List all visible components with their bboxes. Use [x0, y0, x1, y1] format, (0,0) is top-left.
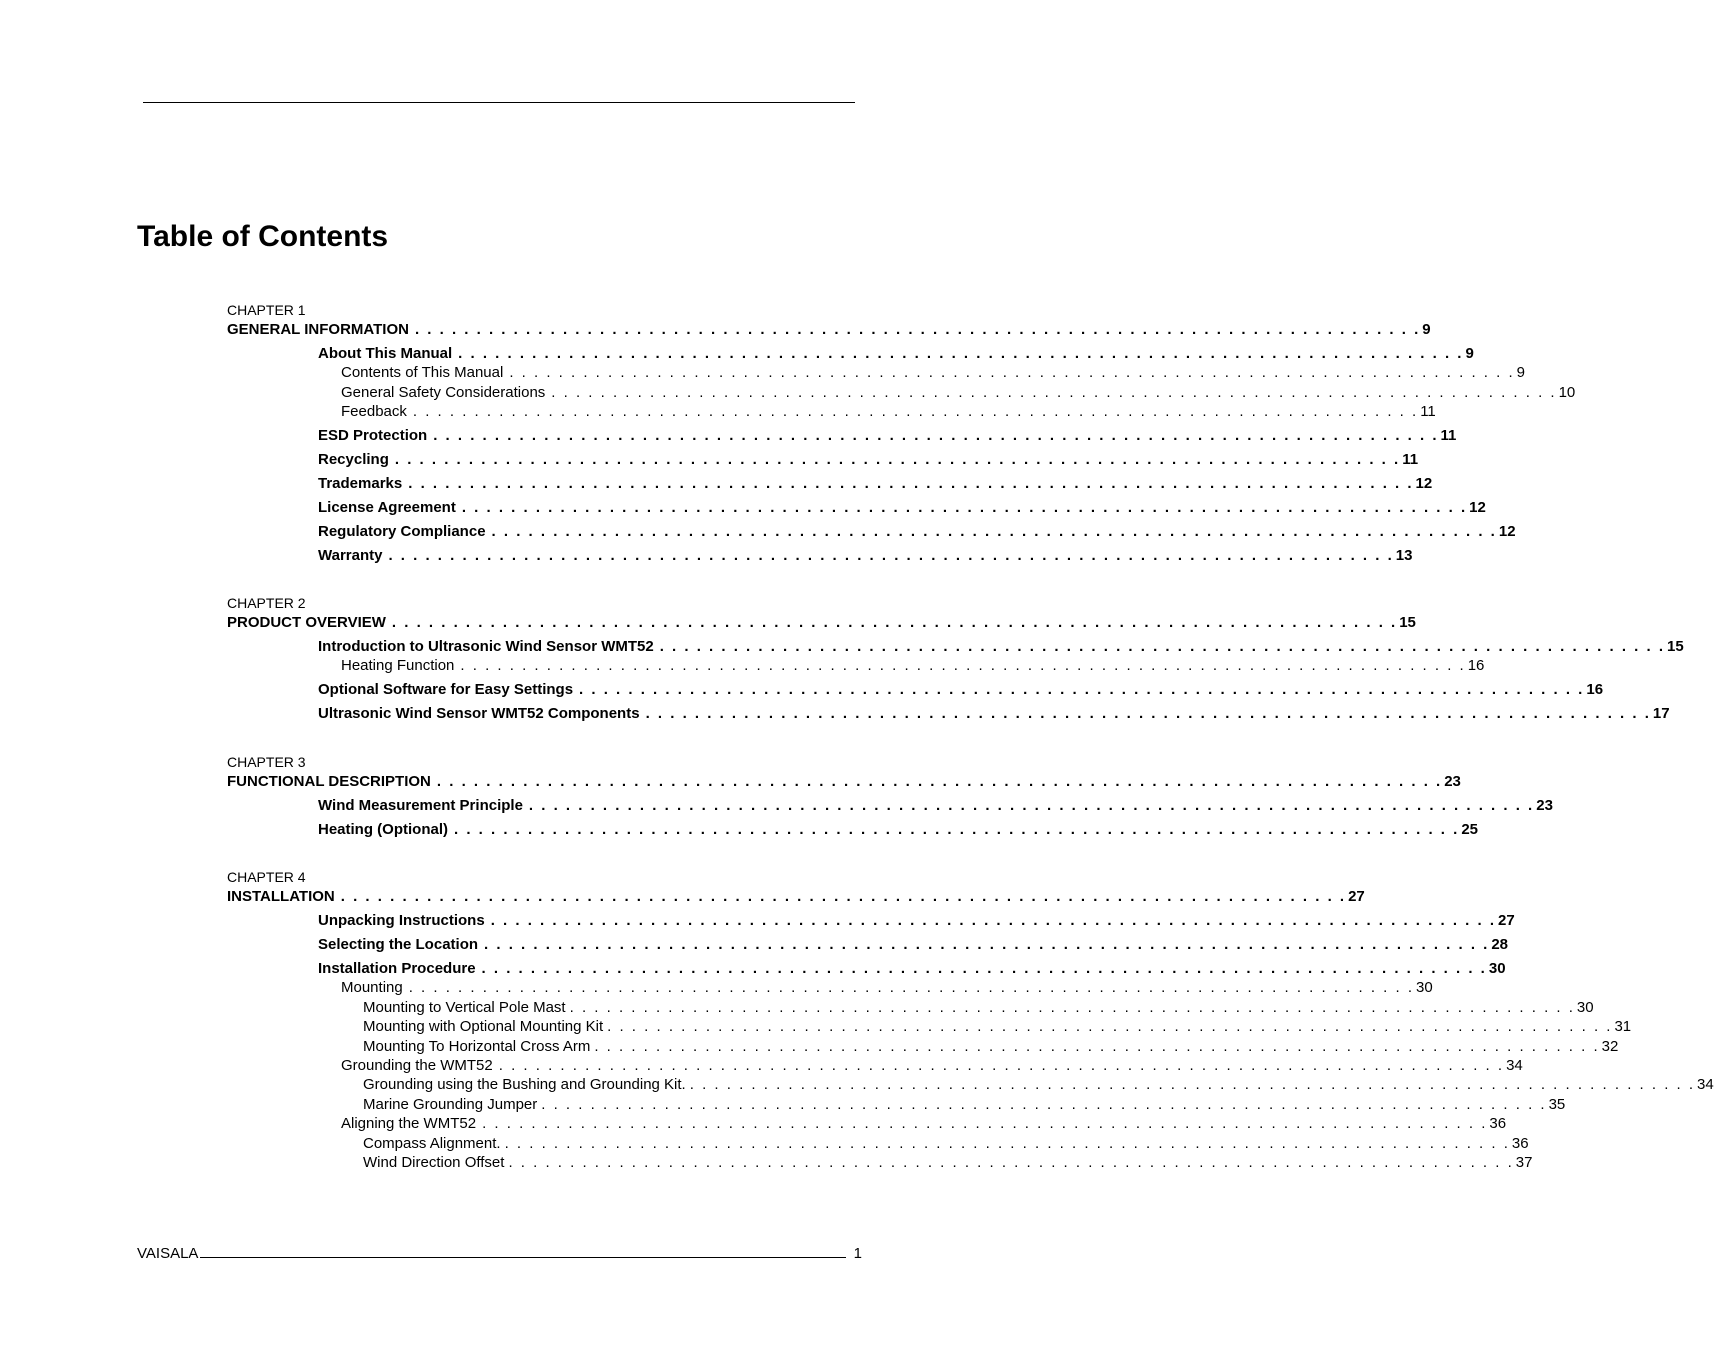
footer-rule: [200, 1243, 845, 1258]
subsubsection-entry[interactable]: [363, 1095, 1566, 1113]
subsection-entry[interactable]: [341, 979, 1433, 997]
dot-leader: . . . . . . . . . . . . . . . . . . . . . . . . . . . . . . . . . . . . . . . . . . . . . . . . . . . . . . . . . . . . . . . . . . . . . . . . . . . . . . . . . .: [504, 1134, 1510, 1152]
subsubsection-entry[interactable]: [363, 998, 1594, 1016]
toc-entry-page: 35: [1548, 1095, 1566, 1113]
toc-entry-page: 31: [1614, 1018, 1632, 1036]
toc-entry-page: 15: [1399, 614, 1416, 631]
dot-leader: . . . . . . . . . . . . . . . . . . . . . . . . . . . . . . . . . . . . . . . . . . . . . . . . . . . . . . . . . . . . . . . . . . . . . . . . . . . . . . . . . .: [482, 1115, 1488, 1133]
toc-entry-title: FUNCTIONAL DESCRIPTION: [227, 773, 431, 790]
toc-entry-title: Trademarks: [318, 475, 403, 493]
section-entry[interactable]: [318, 960, 1506, 977]
section-entry[interactable]: [318, 912, 1515, 929]
section-entry[interactable]: [318, 547, 1413, 565]
subsubsection-entry[interactable]: [363, 1076, 1714, 1094]
page-title: Table of Contents: [137, 220, 389, 253]
dot-leader: . . . . . . . . . . . . . . . . . . . . . . . . . . . . . . . . . . . . . . . . . . . . . . . . . . . . . . . . . . . . . . . . . . . . . . . . . . . . . . . . . .: [433, 427, 1439, 445]
toc-entry-title: Grounding using the Bushing and Grounding Kit.: [363, 1076, 686, 1094]
toc-entry-page: 16: [1586, 681, 1604, 699]
toc-entry-title: Mounting with Optional Mounting Kit: [363, 1018, 604, 1036]
toc-entry-page: 37: [1515, 1154, 1533, 1171]
subsubsection-entry[interactable]: [363, 1018, 1632, 1036]
toc-entry-title: Introduction to Ultrasonic Wind Sensor WMT52: [318, 638, 654, 655]
toc-entry-page: 9: [1516, 364, 1525, 382]
subsubsection-entry[interactable]: [363, 1134, 1529, 1152]
toc-entry-title: INSTALLATION: [227, 888, 335, 905]
dot-leader: . . . . . . . . . . . . . . . . . . . . . . . . . . . . . . . . . . . . . . . . . . . . . . . . . . . . . . . . . . . . . . . . . . . . . . . . . . . . . . . . . .: [491, 523, 1497, 541]
dot-leader: . . . . . . . . . . . . . . . . . . . . . . . . . . . . . . . . . . . . . . . . . . . . . . . . . . . . . . . . . . . . . . . . . . . . . . . . . . . . . . . . . .: [607, 1018, 1613, 1036]
dot-leader: . . . . . . . . . . . . . . . . . . . . . . . . . . . . . . . . . . . . . . . . . . . . . . . . . . . . . . . . . . . . . . . . . . . . . . . . . . . . . . . . . .: [436, 773, 1443, 790]
toc-entry-title: Mounting To Horizontal Cross Arm: [363, 1037, 591, 1055]
dot-leader: . . . . . . . . . . . . . . . . . . . . . . . . . . . . . . . . . . . . . . . . . . . . . . . . . . . . . . . . . . . . . . . . . . . . . . . . . . . . . . . . . .: [579, 681, 1585, 699]
toc-entry-title: Selecting the Location: [318, 936, 479, 953]
section-entry[interactable]: [318, 451, 1419, 469]
toc-entry-title: Heating Function: [341, 657, 455, 675]
dot-leader: . . . . . . . . . . . . . . . . . . . . . . . . . . . . . . . . . . . . . . . . . . . . . . . . . . . . . . . . . . . . . . . . . . . . . . . . . . . . . . . . . .: [414, 321, 1421, 338]
dot-leader: . . . . . . . . . . . . . . . . . . . . . . . . . . . . . . . . . . . . . . . . . . . . . . . . . . . . . . . . . . . . . . . . . . . . . . . . . . . . . . . . . .: [498, 1057, 1505, 1074]
toc-entry-title: Ultrasonic Wind Sensor WMT52 Components: [318, 705, 640, 723]
toc-entry-title: PRODUCT OVERVIEW: [227, 614, 386, 631]
toc-entry-page: 23: [1444, 773, 1461, 790]
dot-leader: . . . . . . . . . . . . . . . . . . . . . . . . . . . . . . . . . . . . . . . . . . . . . . . . . . . . . . . . . . . . . . . . . . . . . . . . . . . . . . . . . .: [412, 403, 1419, 421]
toc-entry-page: 27: [1498, 912, 1515, 929]
section-entry[interactable]: [318, 475, 1433, 493]
subsubsection-entry[interactable]: [363, 1154, 1533, 1171]
dot-leader: . . . . . . . . . . . . . . . . . . . . . . . . . . . . . . . . . . . . . . . . . . . . . . . . . . . . . . . . . . . . . . . . . . . . . . . . . . . . . . . . . .: [551, 383, 1557, 401]
dot-leader: . . . . . . . . . . . . . . . . . . . . . . . . . . . . . . . . . . . . . . . . . . . . . . . . . . . . . . . . . . . . . . . . . . . . . . . . . . . . . . . . . .: [481, 960, 1487, 977]
page-number: 1: [853, 1245, 862, 1262]
dot-leader: . . . . . . . . . . . . . . . . . . . . . . . . . . . . . . . . . . . . . . . . . . . . . . . . . . . . . . . . . . . . . . . . . . . . . . . . . . . . . . . . . .: [508, 1154, 1514, 1171]
subsection-entry[interactable]: [341, 1057, 1523, 1074]
toc-entry-title: Mounting to Vertical Pole Mast: [363, 998, 566, 1016]
toc-entry-title: Optional Software for Easy Settings: [318, 681, 574, 699]
subsection-entry[interactable]: [341, 383, 1576, 401]
toc-entry-title: About This Manual: [318, 345, 453, 362]
toc-entry-page: 10: [1558, 383, 1576, 401]
toc-entry-page: 28: [1491, 936, 1509, 953]
toc-entry-page: 9: [1422, 321, 1431, 338]
toc-entry-page: 30: [1576, 998, 1594, 1016]
page-footer: [137, 1243, 862, 1262]
section-entry[interactable]: [318, 427, 1457, 445]
dot-leader: . . . . . . . . . . . . . . . . . . . . . . . . . . . . . . . . . . . . . . . . . . . . . . . . . . . . . . . . . . . . . . . . . . . . . . . . . . . . . . . . . .: [484, 936, 1490, 953]
toc-entry-page: 27: [1348, 888, 1365, 905]
toc-entry-title: Aligning the WMT52: [341, 1115, 477, 1133]
dot-leader: . . . . . . . . . . . . . . . . . . . . . . . . . . . . . . . . . . . . . . . . . . . . . . . . . . . . . . . . . . . . . . . . . . . . . . . . . . . . . . . . . .: [391, 614, 1398, 631]
chapter-entry[interactable]: [227, 321, 1431, 338]
toc-entry-page: 36: [1511, 1134, 1529, 1152]
toc-entry-title: Wind Measurement Principle: [318, 797, 523, 814]
toc-entry-title: General Safety Considerations: [341, 383, 546, 401]
section-entry[interactable]: [318, 638, 1684, 655]
toc-entry-page: 11: [1402, 451, 1419, 469]
dot-leader: . . . . . . . . . . . . . . . . . . . . . . . . . . . . . . . . . . . . . . . . . . . . . . . . . . . . . . . . . . . . . . . . . . . . . . . . . . . . . . . . . .: [689, 1076, 1696, 1094]
chapter-label: CHAPTER 4: [227, 869, 306, 885]
subsubsection-entry[interactable]: [363, 1037, 1619, 1055]
toc-entry-page: 34: [1697, 1076, 1714, 1094]
toc-entry-title: Marine Grounding Jumper: [363, 1095, 538, 1113]
chapter-label: CHAPTER 1: [227, 302, 306, 318]
dot-leader: . . . . . . . . . . . . . . . . . . . . . . . . . . . . . . . . . . . . . . . . . . . . . . . . . . . . . . . . . . . . . . . . . . . . . . . . . . . . . . . . . .: [458, 345, 1464, 362]
dot-leader: . . . . . . . . . . . . . . . . . . . . . . . . . . . . . . . . . . . . . . . . . . . . . . . . . . . . . . . . . . . . . . . . . . . . . . . . . . . . . . . . . .: [509, 364, 1515, 382]
subsection-entry[interactable]: [341, 364, 1525, 382]
toc-entry-page: 32: [1601, 1037, 1619, 1055]
toc-entry-page: 36: [1489, 1115, 1507, 1133]
dot-leader: . . . . . . . . . . . . . . . . . . . . . . . . . . . . . . . . . . . . . . . . . . . . . . . . . . . . . . . . . . . . . . . . . . . . . . . . . . . . . . . . . .: [460, 657, 1466, 675]
dot-leader: . . . . . . . . . . . . . . . . . . . . . . . . . . . . . . . . . . . . . . . . . . . . . . . . . . . . . . . . . . . . . . . . . . . . . . . . . . . . . . . . . .: [659, 638, 1666, 655]
toc-entry-page: 30: [1416, 979, 1433, 997]
toc-entry-title: License Agreement: [318, 499, 456, 517]
toc-entry-page: 25: [1461, 821, 1478, 838]
toc-entry-page: 34: [1506, 1057, 1523, 1074]
subsection-entry[interactable]: [341, 403, 1436, 421]
toc-entry-title: GENERAL INFORMATION: [227, 321, 409, 338]
toc-entry-title: Compass Alignment.: [363, 1134, 501, 1152]
subsection-entry[interactable]: [341, 1115, 1507, 1133]
toc-entry-page: 12: [1498, 523, 1516, 541]
dot-leader: . . . . . . . . . . . . . . . . . . . . . . . . . . . . . . . . . . . . . . . . . . . . . . . . . . . . . . . . . . . . . . . . . . . . . . . . . . . . . . . . . .: [645, 705, 1651, 723]
dot-leader: . . . . . . . . . . . . . . . . . . . . . . . . . . . . . . . . . . . . . . . . . . . . . . . . . . . . . . . . . . . . . . . . . . . . . . . . . . . . . . . . . .: [408, 979, 1415, 997]
section-entry[interactable]: [318, 821, 1478, 838]
chapter-entry[interactable]: [227, 888, 1365, 905]
dot-leader: . . . . . . . . . . . . . . . . . . . . . . . . . . . . . . . . . . . . . . . . . . . . . . . . . . . . . . . . . . . . . . . . . . . . . . . . . . . . . . . . . .: [408, 475, 1414, 493]
chapter-entry[interactable]: [227, 614, 1416, 631]
dot-leader: . . . . . . . . . . . . . . . . . . . . . . . . . . . . . . . . . . . . . . . . . . . . . . . . . . . . . . . . . . . . . . . . . . . . . . . . . . . . . . . . . .: [394, 451, 1401, 469]
dot-leader: . . . . . . . . . . . . . . . . . . . . . . . . . . . . . . . . . . . . . . . . . . . . . . . . . . . . . . . . . . . . . . . . . . . . . . . . . . . . . . . . . .: [461, 499, 1468, 517]
toc-entry-page: 11: [1440, 427, 1457, 445]
toc-entry-title: Recycling: [318, 451, 389, 469]
chapter-label: CHAPTER 3: [227, 754, 306, 770]
section-entry[interactable]: [318, 345, 1474, 362]
subsection-entry[interactable]: [341, 657, 1485, 675]
section-entry[interactable]: [318, 936, 1509, 953]
toc-entry-page: 17: [1652, 705, 1670, 723]
section-entry[interactable]: [318, 681, 1604, 699]
toc-entry-page: 9: [1465, 345, 1474, 362]
section-entry[interactable]: [318, 705, 1670, 723]
toc-entry-title: ESD Protection: [318, 427, 428, 445]
dot-leader: . . . . . . . . . . . . . . . . . . . . . . . . . . . . . . . . . . . . . . . . . . . . . . . . . . . . . . . . . . . . . . . . . . . . . . . . . . . . . . . . . .: [388, 547, 1394, 565]
chapter-entry[interactable]: [227, 773, 1461, 790]
toc-entry-title: Installation Procedure: [318, 960, 476, 977]
dot-leader: . . . . . . . . . . . . . . . . . . . . . . . . . . . . . . . . . . . . . . . . . . . . . . . . . . . . . . . . . . . . . . . . . . . . . . . . . . . . . . . . . .: [490, 912, 1496, 929]
section-entry[interactable]: [318, 523, 1516, 541]
dot-leader: . . . . . . . . . . . . . . . . . . . . . . . . . . . . . . . . . . . . . . . . . . . . . . . . . . . . . . . . . . . . . . . . . . . . . . . . . . . . . . . . . .: [541, 1095, 1547, 1113]
dot-leader: . . . . . . . . . . . . . . . . . . . . . . . . . . . . . . . . . . . . . . . . . . . . . . . . . . . . . . . . . . . . . . . . . . . . . . . . . . . . . . . . . .: [594, 1037, 1600, 1055]
section-entry[interactable]: [318, 797, 1553, 814]
toc-entry-page: 16: [1467, 657, 1485, 675]
chapter-label: CHAPTER 2: [227, 595, 306, 611]
dot-leader: . . . . . . . . . . . . . . . . . . . . . . . . . . . . . . . . . . . . . . . . . . . . . . . . . . . . . . . . . . . . . . . . . . . . . . . . . . . . . . . . . .: [569, 998, 1575, 1016]
toc-entry-page: 13: [1395, 547, 1413, 565]
toc-entry-title: Grounding the WMT52: [341, 1057, 493, 1074]
toc-entry-page: 15: [1667, 638, 1684, 655]
toc-entry-page: 23: [1536, 797, 1553, 814]
toc-entry-title: Contents of This Manual: [341, 364, 504, 382]
toc-entry-title: Regulatory Compliance: [318, 523, 486, 541]
toc-entry-page: 30: [1488, 960, 1506, 977]
toc-entry-title: Unpacking Instructions: [318, 912, 485, 929]
dot-leader: . . . . . . . . . . . . . . . . . . . . . . . . . . . . . . . . . . . . . . . . . . . . . . . . . . . . . . . . . . . . . . . . . . . . . . . . . . . . . . . . . .: [340, 888, 1347, 905]
toc-entry-title: Heating (Optional): [318, 821, 448, 838]
footer-brand: VAISALA: [137, 1245, 199, 1262]
toc-entry-page: 12: [1415, 475, 1433, 493]
dot-leader: . . . . . . . . . . . . . . . . . . . . . . . . . . . . . . . . . . . . . . . . . . . . . . . . . . . . . . . . . . . . . . . . . . . . . . . . . . . . . . . . . .: [454, 821, 1460, 838]
toc-entry-page: 11: [1420, 403, 1436, 421]
toc-entry-title: Mounting: [341, 979, 403, 997]
toc-entry-title: Wind Direction Offset: [363, 1154, 505, 1171]
dot-leader: . . . . . . . . . . . . . . . . . . . . . . . . . . . . . . . . . . . . . . . . . . . . . . . . . . . . . . . . . . . . . . . . . . . . . . . . . . . . . . . . . .: [528, 797, 1535, 814]
toc-entry-title: Feedback: [341, 403, 407, 421]
toc-entry-title: Warranty: [318, 547, 383, 565]
toc-entry-page: 12: [1469, 499, 1486, 517]
section-entry[interactable]: [318, 499, 1486, 517]
